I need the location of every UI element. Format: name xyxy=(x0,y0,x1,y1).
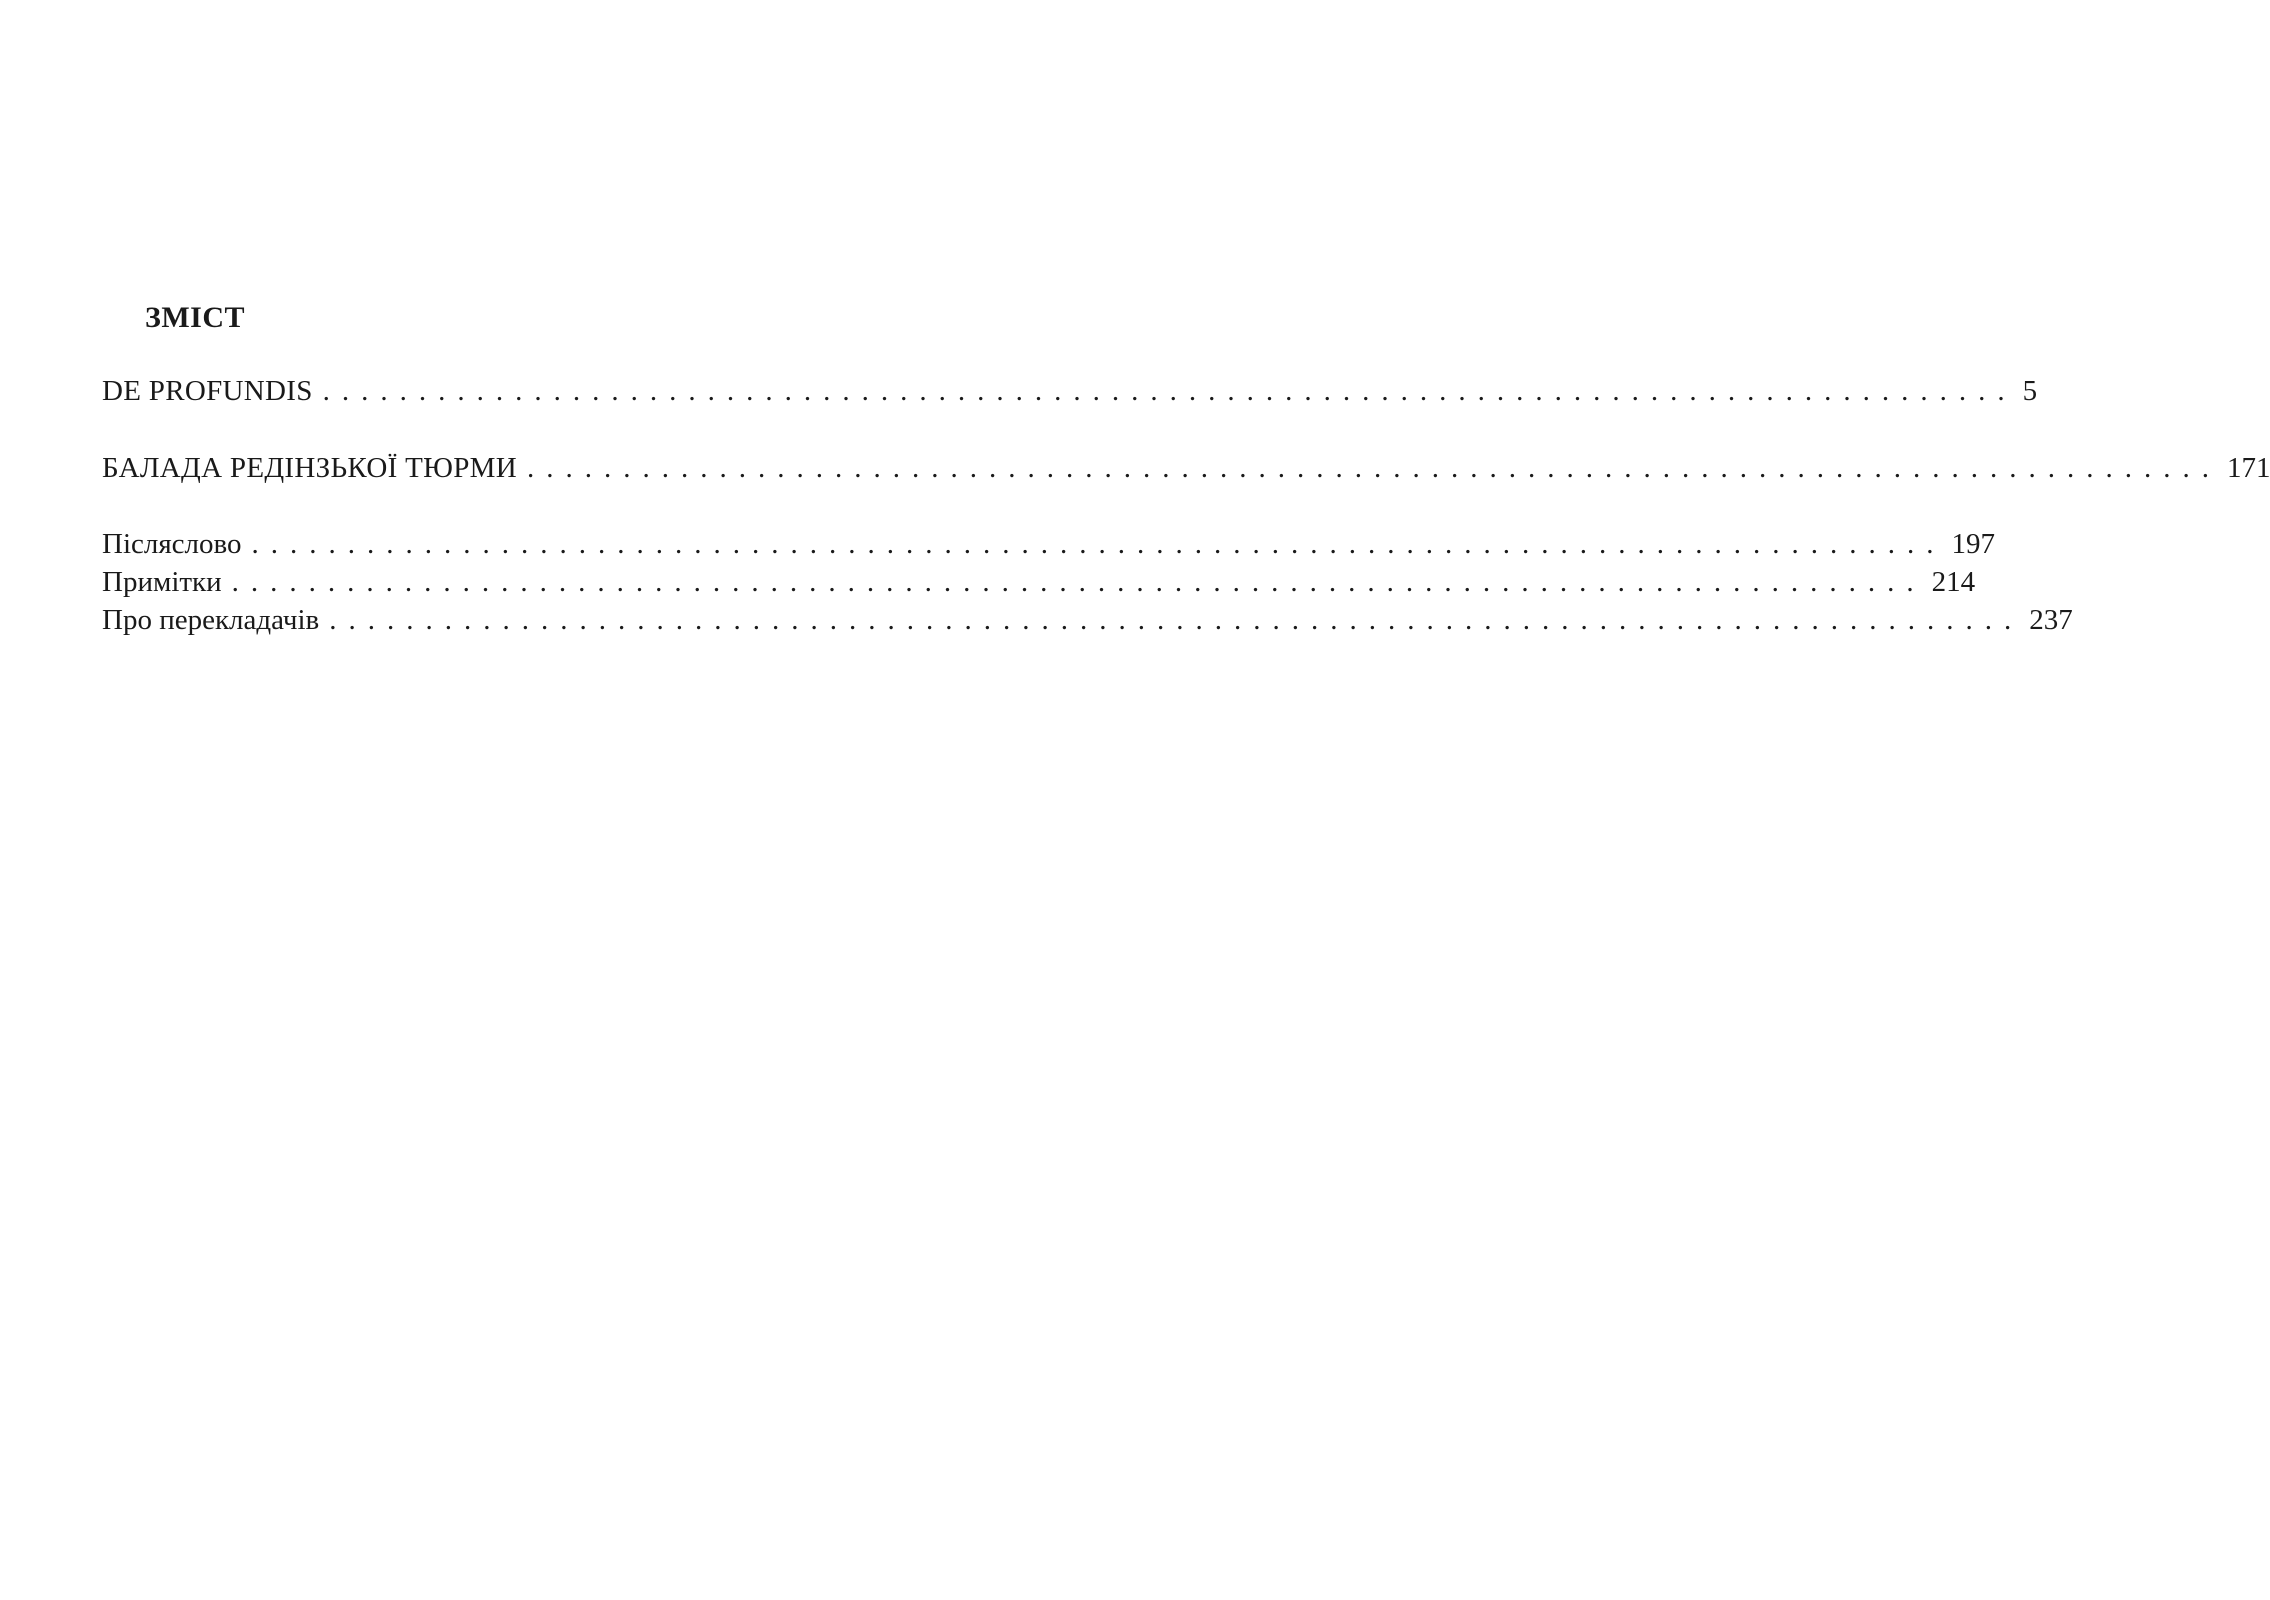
toc-entry-title: DE PROFUNDIS xyxy=(102,375,313,407)
toc-entry xyxy=(102,449,2270,487)
toc-entry-page: 5 xyxy=(2022,375,2038,407)
dot-leader: ........................................................................................ xyxy=(322,375,2017,407)
dot-leader: ........................................................................................ xyxy=(231,566,1926,598)
toc-entry-page: 237 xyxy=(2029,604,2073,636)
toc-entry-title: Про перекладачів xyxy=(102,604,320,636)
dot-leader: ........................................................................................ xyxy=(329,604,2024,636)
dot-leader: ........................................................................................ xyxy=(526,452,2221,484)
toc-entry-title: Примітки xyxy=(102,566,222,598)
toc-entry-title: БАЛАДА РЕДІНЗЬКОЇ ТЮРМИ xyxy=(102,452,517,484)
toc-entry xyxy=(102,563,1976,601)
toc-entry-page: 214 xyxy=(1931,566,1976,598)
toc-entry xyxy=(102,601,2073,639)
toc-entry xyxy=(102,525,1996,563)
toc-entry-page: 171 xyxy=(2226,452,2270,484)
toc-entry-title: Післяслово xyxy=(102,528,242,560)
toc-entry-page: 197 xyxy=(1951,528,1996,560)
toc-group xyxy=(102,372,2038,410)
toc-heading: ЗМІСТ xyxy=(145,301,245,334)
dot-leader: ........................................................................................ xyxy=(251,528,1946,560)
toc-group xyxy=(102,525,2073,639)
toc-entry xyxy=(102,372,2038,410)
toc-group xyxy=(102,449,2270,487)
